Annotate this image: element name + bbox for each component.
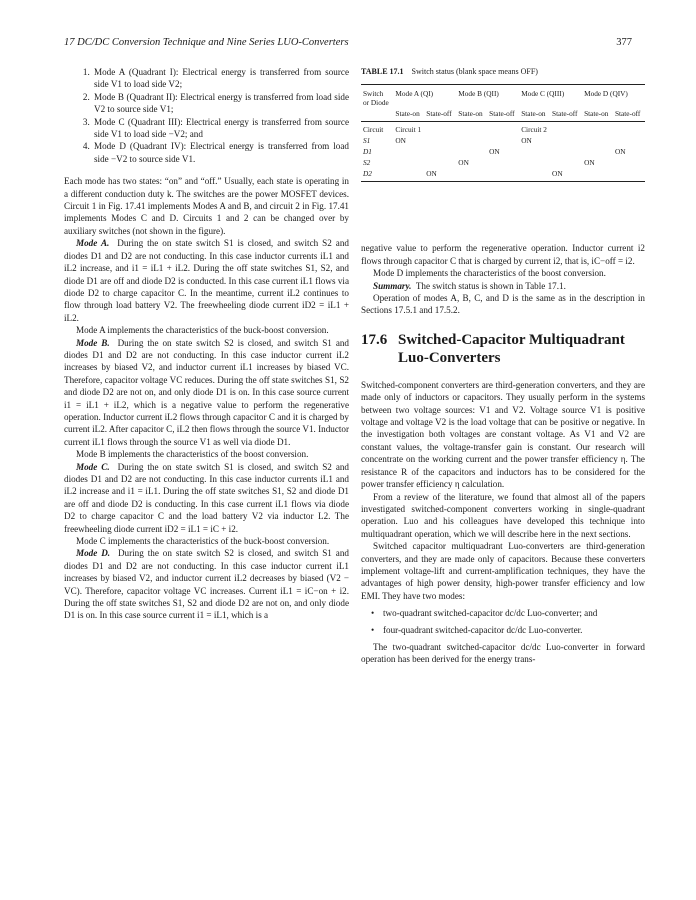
left-column — [64, 66, 349, 622]
spacer — [361, 190, 645, 242]
table-cell — [582, 146, 613, 157]
list-item: 2. Mode B (Quadrant II): Electrical energy is transferred from load side V2 to source side V1; — [92, 91, 349, 116]
table-cell: ON — [395, 136, 406, 146]
table-cell — [550, 157, 582, 168]
table-row — [361, 135, 645, 146]
table-cell: ON — [521, 136, 532, 146]
mode-a-paragraph — [64, 237, 349, 324]
mode-list — [64, 66, 349, 165]
list-item: 4. Mode D (Quadrant IV): Electrical energy is transferred from load side −V2 to source side V1. — [92, 140, 349, 165]
table-cell: Circuit 1 — [395, 125, 422, 135]
table-cell — [487, 168, 519, 182]
mode-c-paragraph — [64, 461, 349, 535]
mode-a-label: Mode A. — [76, 238, 110, 249]
page-number: 377 — [616, 37, 632, 48]
mode-d-paragraph — [64, 547, 349, 621]
table-cell: ON — [584, 158, 595, 168]
table-cell — [613, 157, 645, 168]
operation-paragraph: Operation of modes A, B, C, and D is the same as in the description in Sections 17.5.1 and 17.5.2. — [361, 293, 645, 316]
table-state-header: State-on — [582, 108, 613, 122]
table-state-header: State-on — [456, 108, 487, 122]
table-cell — [613, 135, 645, 146]
table-cell — [456, 135, 487, 146]
mode-c-text: During the on state switch S1 is closed, and switch S2 and diodes D1 and D2 are not conducting. In this case inductor currents iL1 and iL2 increase and i1 = iL1. During the off state switches S1, S2 and diode D1 are off and diode D2 is conducting. In this case current iL1 flows via diode D2 to charge capacitor C and the load battery V2 via inductor L2. The freewheeling diode current iD2 = iL1 = iC + i2. — [64, 461, 349, 534]
body-paragraph: Switched capacitor multiquadrant Luo-converters are third-generation converters, and they are made only of capacitors. Because these converters implement voltage-lift and current-amplification techniques, they have the advantages of high power density, high-power transfer efficiency and low EMI. They have two modes: — [361, 541, 645, 601]
chapter-title: 17 DC/DC Conversion Technique and Nine Series LUO-Converters — [64, 37, 349, 48]
table-caption-text: Switch status (blank space means OFF) — [411, 67, 538, 76]
switch-status-table-block — [361, 66, 645, 182]
table-label: TABLE 17.1 — [361, 67, 404, 76]
table-cell: Circuit 2 — [521, 125, 547, 135]
table-cell: ON — [489, 147, 500, 157]
table-cell — [519, 146, 550, 157]
table-cell: ON — [550, 168, 582, 182]
right-column — [361, 66, 645, 666]
table-cell: ON — [424, 168, 456, 182]
table-cell: S1 — [363, 136, 371, 146]
section-heading — [361, 331, 645, 367]
table-cell — [487, 135, 519, 146]
mode-a-summary: Mode A implements the characteristics of the buck-boost conversion. — [76, 325, 329, 336]
table-cell — [424, 146, 456, 157]
summary-label: Summary. — [373, 280, 412, 291]
table-cell — [613, 168, 645, 182]
running-header — [64, 37, 632, 51]
table-state-header: State-on — [519, 108, 550, 122]
table-cell — [487, 157, 519, 168]
section-title: Switched-Capacitor Multiquadrant Luo-Converters — [398, 331, 625, 366]
table-corner-header: Switch or Diode — [361, 85, 393, 109]
intro-paragraph: Each mode has two states: “on” and “off.” Usually, each state is operating in a different conduction duty k. The switches are the power MOSFET devices. Circuit 1 in Fig. 17.41 implements Modes A and B, and circuit 2 in Fig. 17.41 implements Modes C and D. Circuits 1 and 2 can be changed over by auxiliary switches (not shown in the figure). — [64, 176, 349, 236]
table-state-header: State-off — [613, 108, 645, 122]
table-row — [361, 157, 645, 168]
summary-text: The switch status is shown in Table 17.1. — [415, 280, 566, 291]
mode-a-text: During the on state switch S1 is closed, and switch S2 and diodes D1 and D2 are not conducting. In this case inductor currents iL1 and iL2 increase, and i1 = iL1 + iL2. During the off state switches S1, S2, and diode D1 are off and diode D2 is conducted. In this case current iL1 flows via diode D2 to charge capacitor C. In the meantime, current iL2 continues to flow through load battery V2. The freewheeling diode current iD2 = iL1 + iL2. — [64, 238, 349, 323]
mode-b-text: During the on state switch S2 is closed, and switch S1 and diodes D1 and D2 are not conducting. In this case inductor current iL2 increases by biased V2, and inductor current iL1 increases by biased VC. Therefore, capacitor voltage VC reduces. During the off state switches S1, S2 and diode D2 are not on, and only diode D1 is on. In this case source current i1 = iL1 + iL2, which is a negative value to perform the regenerative operation. Inductor current iL2 flows through capacitor C and it is charged by current iL2. After capacitor C, iL2 then flows through the source V1. Inductor current iL1 flows through the source V1 as well via diode D1. — [64, 337, 349, 447]
list-item: • four-quadrant switched-capacitor dc/dc Luo-converter. — [383, 624, 645, 636]
mode-b-paragraph — [64, 337, 349, 449]
mode-b-label: Mode B. — [76, 337, 110, 348]
table-row — [361, 168, 645, 182]
list-item: • two-quadrant switched-capacitor dc/dc Luo-converter; and — [383, 607, 645, 619]
table-cell: ON — [614, 147, 626, 157]
switch-status-table — [361, 84, 645, 182]
table-mode-header: Mode C (QIII) — [519, 85, 582, 109]
table-cell — [550, 146, 582, 157]
mode-c-summary: Mode C implements the characteristics of the buck-boost conversion. — [76, 536, 330, 547]
table-state-header: State-off — [487, 108, 519, 122]
table-mode-header: Mode D (QIV) — [582, 85, 645, 109]
list-item: 3. Mode C (Quadrant III): Electrical energy is transferred from source side V1 to load side −V2; and — [92, 116, 349, 141]
table-mode-header: Mode B (QII) — [456, 85, 519, 109]
table-state-header: State-off — [424, 108, 456, 122]
table-cell — [393, 146, 424, 157]
table-cell — [456, 168, 487, 182]
table-caption — [361, 66, 645, 78]
table-state-header: State-off — [550, 108, 582, 122]
table-cell: S2 — [363, 158, 371, 168]
mode-c-label: Mode C. — [76, 461, 110, 472]
table-cell: ON — [458, 158, 469, 168]
mode-d-text: During the on state switch S2 is closed, and switch S1 and diodes D1 and D2 are not conducting. In this case inductor current iL1 increases by biased V2, and inductor current iL2 decreases by biased (V2 − VC). Therefore, capacitor voltage VC increases. Current iL1 = iC−on + i2. During the off state switches S1, S2 and diode D2 are not on, and only diode D1 is on. In this case source current i1 = iL1, which is a — [64, 548, 349, 621]
table-cell — [519, 168, 550, 182]
summary-paragraph — [361, 280, 645, 292]
table-blank-header — [361, 108, 393, 122]
table-cell — [582, 135, 613, 146]
table-cell — [424, 157, 456, 168]
table-cell — [550, 135, 582, 146]
table-state-header: State-on — [393, 108, 424, 122]
table-cell — [519, 157, 550, 168]
body-paragraph: The two-quadrant switched-capacitor dc/dc Luo-converter in forward operation has been derived for the energy trans- — [361, 641, 645, 665]
body-paragraph: From a review of the literature, we found that almost all of the papers investigated switched-component converters working in single-quadrant operation. Luo and his colleagues have developed this technique into multiquadrant operation, which we will describe here in the next sections. — [361, 491, 645, 539]
table-cell — [582, 168, 613, 182]
continuation-paragraph: negative value to perform the regenerative operation. Inductor current i2 flows through capacitor C that is charged by current i2, that is, iC−off = i2. — [361, 243, 645, 266]
table-row — [361, 122, 645, 136]
mode-d-summary: Mode D implements the characteristics of the boost conversion. — [373, 268, 606, 279]
table-cell: D2 — [361, 168, 393, 182]
table-cell: Circuit — [363, 125, 384, 135]
table-cell — [393, 157, 424, 168]
mode-d-label: Mode D. — [76, 548, 111, 559]
table-cell: D1 — [363, 147, 372, 157]
body-paragraph: Switched-component converters are third-generation converters, and they are made only of inductors or capacitors. They usually perform in the systems between two voltage sources: V1 and V2. Voltage source V1 is positive voltage and voltage V2 is the load voltage that can be positive or negative. In the investigation both voltages are constant voltage. As V1 and V2 are constant values, the voltage-transfer gain is constant. Our research will concentrate on the working current and the power transfer efficiency η. The resistance R of the capacitors and inductors has to be considered for the power transfer efficiency η calculation. — [361, 379, 645, 490]
table-mode-header: Mode A (QI) — [393, 85, 456, 109]
list-item: 1. Mode A (Quadrant I): Electrical energy is transferred from source side V1 to load side V2; — [92, 66, 349, 91]
table-cell — [393, 168, 424, 182]
mode-b-summary: Mode B implements the characteristics of the boost conversion. — [76, 449, 309, 460]
converter-mode-list — [361, 607, 645, 636]
section-number: 17.6 — [361, 331, 388, 348]
table-cell — [456, 146, 487, 157]
table-cell — [424, 135, 456, 146]
table-row — [361, 146, 645, 157]
